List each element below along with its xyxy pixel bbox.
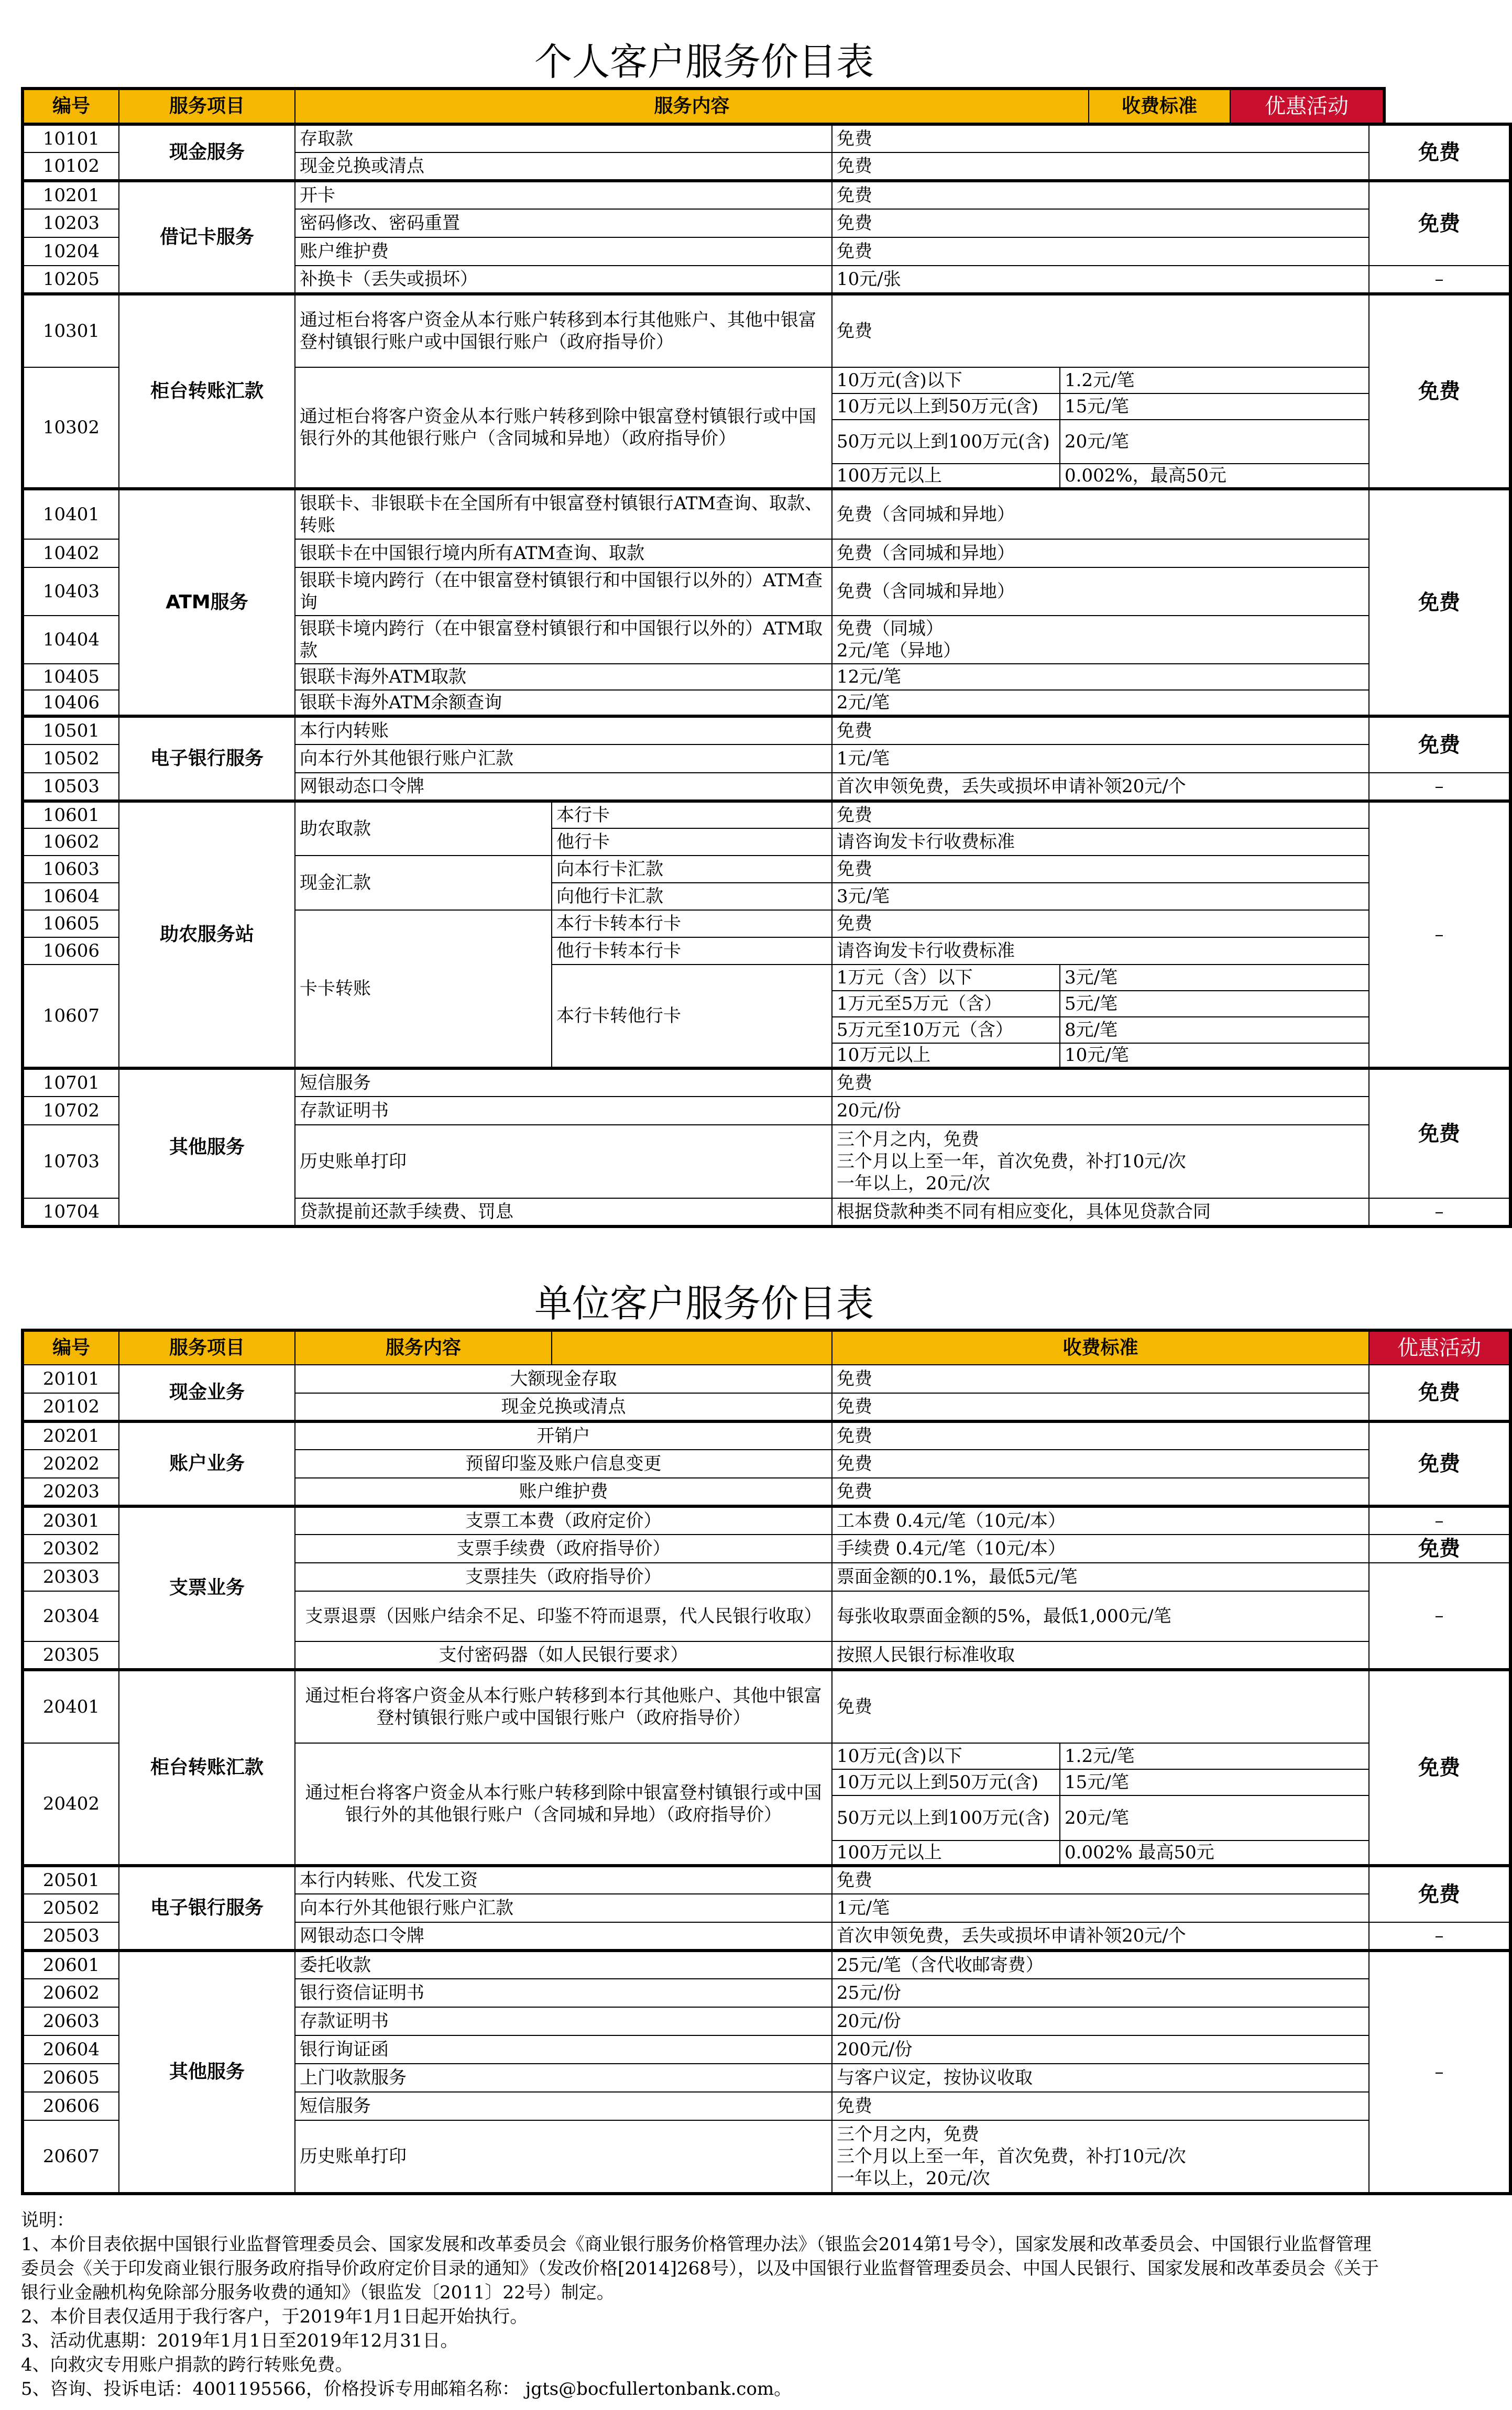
table-row: 10404 银联卡境内跨行（在中银富登村镇银行和中国银行以外的）ATM取款 免费（同城） 2元/笔（异地）	[23, 616, 1510, 664]
table-row: 10406 银联卡海外ATM余额查询 2元/笔	[23, 690, 1510, 716]
category-label: 电子银行服务	[119, 716, 295, 801]
category-label: 账户业务	[119, 1421, 295, 1506]
header-content: 服务内容	[295, 1330, 552, 1365]
promo-label: 免费	[1369, 124, 1510, 181]
category-label: 柜台转账汇款	[119, 1670, 295, 1866]
table-row: 10万元以上到50万元(含) 15元/笔	[23, 1769, 1510, 1795]
table-header-row	[23, 1330, 1510, 1365]
table-row: 10405 银联卡海外ATM取款 12元/笔	[23, 664, 1510, 690]
corporate-price-table	[21, 1329, 1512, 2195]
table-row: 50万元以上到100万元(含) 20元/笔	[23, 420, 1510, 464]
table-row: 10603 现金汇款 向本行卡汇款 免费	[23, 856, 1510, 883]
personal-price-table	[21, 87, 1386, 126]
table-row: 20302 支票手续费（政府指导价） 手续费 0.4元/笔（10元/本） 免费	[23, 1535, 1510, 1563]
table-row: 50万元以上到100万元(含) 20元/笔	[23, 1795, 1510, 1841]
promo-label: 免费	[1369, 181, 1510, 266]
table-row: 20401 柜台转账汇款 通过柜台将客户资金从本行账户转移到本行其他账户、其他中银富登村镇银行账户或中国银行账户（政府指导价） 免费 免费	[23, 1670, 1510, 1743]
table-row: 10101 现金服务 存取款 免费 免费	[23, 124, 1510, 152]
note-item: 3、活动优惠期：2019年1月1日至2019年12月31日。	[21, 2330, 458, 2351]
table-row: 10203 密码修改、密码重置 免费	[23, 209, 1510, 237]
table-row: 20607 历史账单打印 三个月之内，免费 三个月以上至一年，首次免费，补打10元/次 一年以上，20元/次	[23, 2120, 1510, 2194]
table-row: 10703 历史账单打印 三个月之内，免费 三个月以上至一年，首次免费，补打10元/次 一年以上，20元/次	[23, 1125, 1510, 1198]
table-row: 10702 存款证明书 20元/份	[23, 1097, 1510, 1125]
category-label: 柜台转账汇款	[119, 294, 295, 489]
header-promo: 优惠活动	[1369, 1330, 1510, 1365]
corporate-table-title: 单位客户服务价目表	[534, 1281, 874, 1326]
promo-label: 免费	[1369, 294, 1510, 489]
table-row: 10607 本行卡转他行卡 1万元（含）以下 3元/笔	[23, 965, 1510, 991]
table-row: 20602 银行资信证明书 25元/份	[23, 1979, 1510, 2007]
table-row: 20402 通过柜台将客户资金从本行账户转移到除中银富登村镇银行或中国银行外的其他银行账户（含同城和异地）（政府指导价） 10万元(含)以下 1.2元/笔	[23, 1743, 1510, 1769]
header-content: 服务内容	[295, 89, 1089, 124]
table-row: 20502 向本行外其他银行账户汇款 1元/笔	[23, 1894, 1510, 1922]
table-row: 10302 通过柜台将客户资金从本行账户转移到除中银富登村镇银行或中国银行外的其他银行账户（含同城和异地）（政府指导价） 10万元(含)以下 1.2元/笔	[23, 367, 1510, 393]
personal-table-title: 个人客户服务价目表	[534, 40, 874, 84]
header-fee: 收费标准	[832, 1330, 1369, 1365]
table-row: 20305 支付密码器（如人民银行要求） 按照人民银行标准收取	[23, 1641, 1510, 1670]
table-row: 5万元至10万元（含） 8元/笔	[23, 1017, 1510, 1043]
promo-label: 免费	[1369, 1421, 1510, 1506]
table-row: 10102 现金兑换或清点 免费	[23, 152, 1510, 181]
table-row: 100万元以上 0.002%，最高50元	[23, 464, 1510, 489]
table-row: 20202 预留印鉴及账户信息变更 免费	[23, 1450, 1510, 1478]
promo-label: 免费	[1369, 1670, 1510, 1866]
promo-label: 免费	[1369, 1068, 1510, 1198]
table-row: 20101 现金业务 大额现金存取 免费 免费	[23, 1365, 1510, 1393]
table-row: 20501 电子银行服务 本行内转账、代发工资 免费 免费	[23, 1866, 1510, 1894]
personal-price-table-body	[21, 123, 1512, 1228]
promo-label: 免费	[1369, 1365, 1510, 1421]
promo-label: 免费	[1369, 489, 1510, 716]
header-item: 服务项目	[119, 89, 295, 124]
table-row: 1万元至5万元（含） 5元/笔	[23, 991, 1510, 1017]
table-row: 20606 短信服务 免费	[23, 2092, 1510, 2120]
promo-label: 免费	[1369, 1866, 1510, 1922]
header-fee: 收费标准	[1089, 89, 1230, 124]
table-row: 20203 账户维护费 免费	[23, 1478, 1510, 1506]
notes-heading: 说明：	[21, 2210, 74, 2231]
category-label: 现金业务	[119, 1365, 295, 1421]
table-row: 10万元以上 10元/笔	[23, 1043, 1510, 1068]
table-row: 20304 支票退票（因账户结余不足、印鉴不符而退票，代人民银行收取） 每张收取票面金额的5%，最低1,000元/笔	[23, 1591, 1510, 1641]
table-row: 20603 存款证明书 20元/份	[23, 2007, 1510, 2035]
table-row: 20605 上门收款服务 与客户议定，按协议收取	[23, 2064, 1510, 2092]
category-label: 助农服务站	[119, 801, 295, 1068]
table-row: 10602 他行卡 请咨询发卡行收费标准	[23, 828, 1510, 856]
category-label: 支票业务	[119, 1506, 295, 1670]
category-label: 其他服务	[119, 1068, 295, 1226]
promo-label: –	[1369, 801, 1510, 1068]
table-row: 10704 贷款提前还款手续费、罚息 根据贷款种类不同有相应变化，具体见贷款合同 –	[23, 1198, 1510, 1226]
table-row: 10403 银联卡境内跨行（在中银富登村镇银行和中国银行以外的）ATM查询 免费（含同城和异地）	[23, 567, 1510, 616]
table-row: 20201 账户业务 开销户 免费 免费	[23, 1421, 1510, 1450]
category-label: 借记卡服务	[119, 181, 295, 294]
note-item: 4、向救灾专用账户捐款的跨行转账免费。	[21, 2354, 353, 2375]
promo-label: –	[1369, 1951, 1510, 2194]
table-row: 20303 支票挂失（政府指导价） 票面金额的0.1%，最低5元/笔 –	[23, 1563, 1510, 1591]
table-row: 10205 补换卡（丢失或损坏） 10元/张 –	[23, 266, 1510, 294]
table-row: 10606 他行卡转本行卡 请咨询发卡行收费标准	[23, 937, 1510, 965]
note-item: 2、本价目表仅适用于我行客户，于2019年1月1日起开始执行。	[21, 2306, 528, 2327]
table-header-row	[23, 89, 1384, 124]
promo-label: –	[1369, 1563, 1510, 1670]
table-row: 10601 助农服务站 助农取款 本行卡 免费 –	[23, 801, 1510, 828]
table-row: 10604 向他行卡汇款 3元/笔	[23, 883, 1510, 910]
note-item: 5、咨询、投诉电话：4001195566，价格投诉专用邮箱名称： jgts@bocfullertonbank.com。	[21, 2379, 792, 2400]
table-row: 20301 支票业务 支票工本费（政府定价） 工本费 0.4元/笔（10元/本） –	[23, 1506, 1510, 1535]
table-row: 10503 网银动态口令牌 首次申领免费，丢失或损坏申请补领20元/个 –	[23, 773, 1510, 801]
table-row: 100万元以上 0.002% 最高50元	[23, 1841, 1510, 1866]
table-row: 10204 账户维护费 免费	[23, 237, 1510, 266]
table-row: 10502 向本行外其他银行账户汇款 1元/笔	[23, 744, 1510, 773]
category-label: 电子银行服务	[119, 1866, 295, 1951]
header-code: 编号	[23, 89, 119, 124]
category-label: 其他服务	[119, 1951, 295, 2194]
table-row: 10万元以上到50万元(含) 15元/笔	[23, 393, 1510, 420]
table-row: 20601 其他服务 委托收款 25元/笔（含代收邮寄费） –	[23, 1951, 1510, 1979]
promo-label: 免费	[1369, 716, 1510, 773]
table-row: 10201 借记卡服务 开卡 免费 免费	[23, 181, 1510, 209]
table-row: 10402 银联卡在中国银行境内所有ATM查询、取款 免费（含同城和异地）	[23, 539, 1510, 567]
header-promo: 优惠活动	[1230, 89, 1384, 124]
category-label: 现金服务	[119, 124, 295, 181]
footnotes	[21, 2208, 1386, 2401]
table-row: 20503 网银动态口令牌 首次申领免费，丢失或损坏申请补领20元/个 –	[23, 1922, 1510, 1951]
table-row: 10301 柜台转账汇款 通过柜台将客户资金从本行账户转移到本行其他账户、其他中银富登村镇银行账户或中国银行账户（政府指导价） 免费 免费	[23, 294, 1510, 367]
note-item: 1、本价目表依据中国银行业监督管理委员会、国家发展和改革委员会《商业银行服务价格管理办法》（银监会2014第1号令），国家发展和改革委员会、中国银行业监督管理委员会《关于印发商业银行服务政府指导价政府定价目录的通知》（发改价格[2014]268号），以及中国银行业监督管理委员会、中国人民银行、国家发展和改革委员会《关于银行业金融机构免除部分服务收费的通知》（银监发〔2011〕22号）制定。	[21, 2234, 1379, 2303]
category-label: ATM服务	[119, 489, 295, 716]
table-row: 20102 现金兑换或清点 免费	[23, 1393, 1510, 1421]
header-item: 服务项目	[119, 1330, 295, 1365]
table-row: 20604 银行询证函 200元/份	[23, 2035, 1510, 2064]
header-code: 编号	[23, 1330, 119, 1365]
table-row: 10501 电子银行服务 本行内转账 免费 免费	[23, 716, 1510, 744]
table-row: 10605 卡卡转账 本行卡转本行卡 免费	[23, 910, 1510, 937]
table-row: 10401 ATM服务 银联卡、非银联卡在全国所有中银富登村镇银行ATM查询、取款、转账 免费（含同城和异地） 免费	[23, 489, 1510, 539]
table-row: 10701 其他服务 短信服务 免费 免费	[23, 1068, 1510, 1097]
